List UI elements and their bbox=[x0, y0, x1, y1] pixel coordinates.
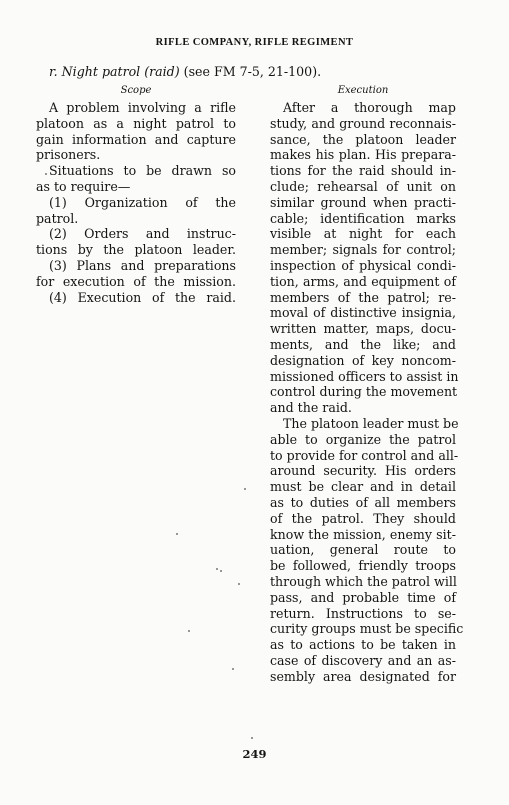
scope-column bbox=[36, 100, 236, 305]
scope-line: prisoners. bbox=[36, 147, 101, 163]
execution-line: know the mission, enemy sit- bbox=[270, 526, 456, 542]
execution-line: inspection of physical condi- bbox=[270, 257, 456, 273]
scope-line: as to require— bbox=[36, 178, 131, 194]
print-speck bbox=[251, 737, 253, 739]
scope-line: A problem involving a rifle bbox=[49, 100, 236, 115]
execution-column bbox=[270, 100, 464, 684]
running-head: RIFLE COMPANY, RIFLE REGIMENT bbox=[155, 37, 354, 48]
execution-line: clude; rehearsal of unit on bbox=[270, 178, 456, 194]
execution-line: designation of key noncom- bbox=[270, 352, 456, 368]
scope-line: Situations to be drawn so bbox=[49, 163, 236, 179]
execution-heading: Execution bbox=[337, 85, 389, 96]
print-speck bbox=[232, 668, 234, 670]
execution-line: ments, and the like; and bbox=[270, 336, 456, 352]
execution-line: to provide for control and all- bbox=[270, 447, 459, 463]
execution-line: members of the patrol; re- bbox=[270, 289, 456, 305]
scope-line: (3) Plans and preparations bbox=[49, 257, 236, 273]
scope-line: gain information and capture bbox=[36, 131, 236, 147]
execution-line: tions for the raid should in- bbox=[270, 163, 456, 179]
print-speck bbox=[238, 583, 240, 585]
page-number: 249 bbox=[242, 747, 267, 761]
execution-line: through which the patrol will bbox=[270, 573, 457, 589]
print-speck bbox=[244, 488, 246, 490]
execution-line: case of discovery and an as- bbox=[270, 652, 456, 668]
scope-line: (2) Orders and instruc- bbox=[49, 226, 236, 242]
execution-line: sance, the platoon leader bbox=[270, 131, 456, 147]
execution-line: and the raid. bbox=[270, 400, 352, 416]
execution-line: as to duties of all members bbox=[270, 494, 456, 510]
execution-line: must be clear and in detail bbox=[270, 479, 456, 495]
execution-line: makes his plan. His prepara- bbox=[270, 147, 456, 163]
execution-line: sembly area designated for bbox=[270, 668, 456, 684]
section-title: Night patrol (raid) bbox=[61, 64, 180, 79]
execution-line: missioned officers to assist in bbox=[270, 368, 459, 384]
print-speck bbox=[45, 173, 47, 175]
execution-line: After a thorough map bbox=[283, 100, 456, 115]
scope-line: for execution of the mission. bbox=[36, 273, 236, 289]
execution-line: moval of distinctive insignia, bbox=[270, 305, 456, 321]
scope-line: patrol. bbox=[36, 210, 79, 226]
print-speck bbox=[176, 533, 178, 535]
print-speck bbox=[188, 630, 190, 632]
print-speck bbox=[216, 568, 218, 570]
execution-line: be followed, friendly troops bbox=[270, 558, 456, 574]
scope-line: tions by the platoon leader. bbox=[36, 242, 236, 258]
execution-line: control during the movement bbox=[270, 384, 458, 400]
execution-line: able to organize the patrol bbox=[270, 431, 456, 447]
print-speck bbox=[220, 570, 222, 572]
execution-line: visible at night for each bbox=[270, 226, 456, 242]
execution-line: member; signals for control; bbox=[270, 242, 456, 258]
execution-line: as to actions to be taken in bbox=[270, 637, 456, 653]
execution-line: around security. His orders bbox=[270, 463, 456, 479]
execution-line: return. Instructions to se- bbox=[270, 605, 456, 621]
execution-line: written matter, maps, docu- bbox=[270, 321, 456, 337]
execution-line: similar ground when practi- bbox=[270, 194, 456, 210]
section-heading bbox=[49, 64, 489, 79]
execution-line: of the patrol. They should bbox=[270, 510, 456, 526]
scope-line: (1) Organization of the bbox=[49, 194, 236, 210]
execution-line: curity groups must be specific bbox=[270, 621, 464, 637]
execution-line: cable; identification marks bbox=[270, 210, 456, 226]
execution-line: The platoon leader must be bbox=[283, 415, 459, 431]
section-number: r. bbox=[49, 64, 58, 79]
section-reference: (see FM 7-5, 21-100). bbox=[183, 64, 322, 79]
execution-line: pass, and probable time of bbox=[270, 589, 456, 605]
execution-line: uation, general route to bbox=[270, 542, 456, 558]
scope-line: (4) Execution of the raid. bbox=[49, 289, 236, 305]
scope-heading: Scope bbox=[120, 85, 152, 96]
execution-line: tion, arms, and equipment of bbox=[270, 273, 456, 289]
execution-line: study, and ground reconnais- bbox=[270, 115, 456, 131]
scope-line: platoon as a night patrol to bbox=[36, 115, 236, 131]
